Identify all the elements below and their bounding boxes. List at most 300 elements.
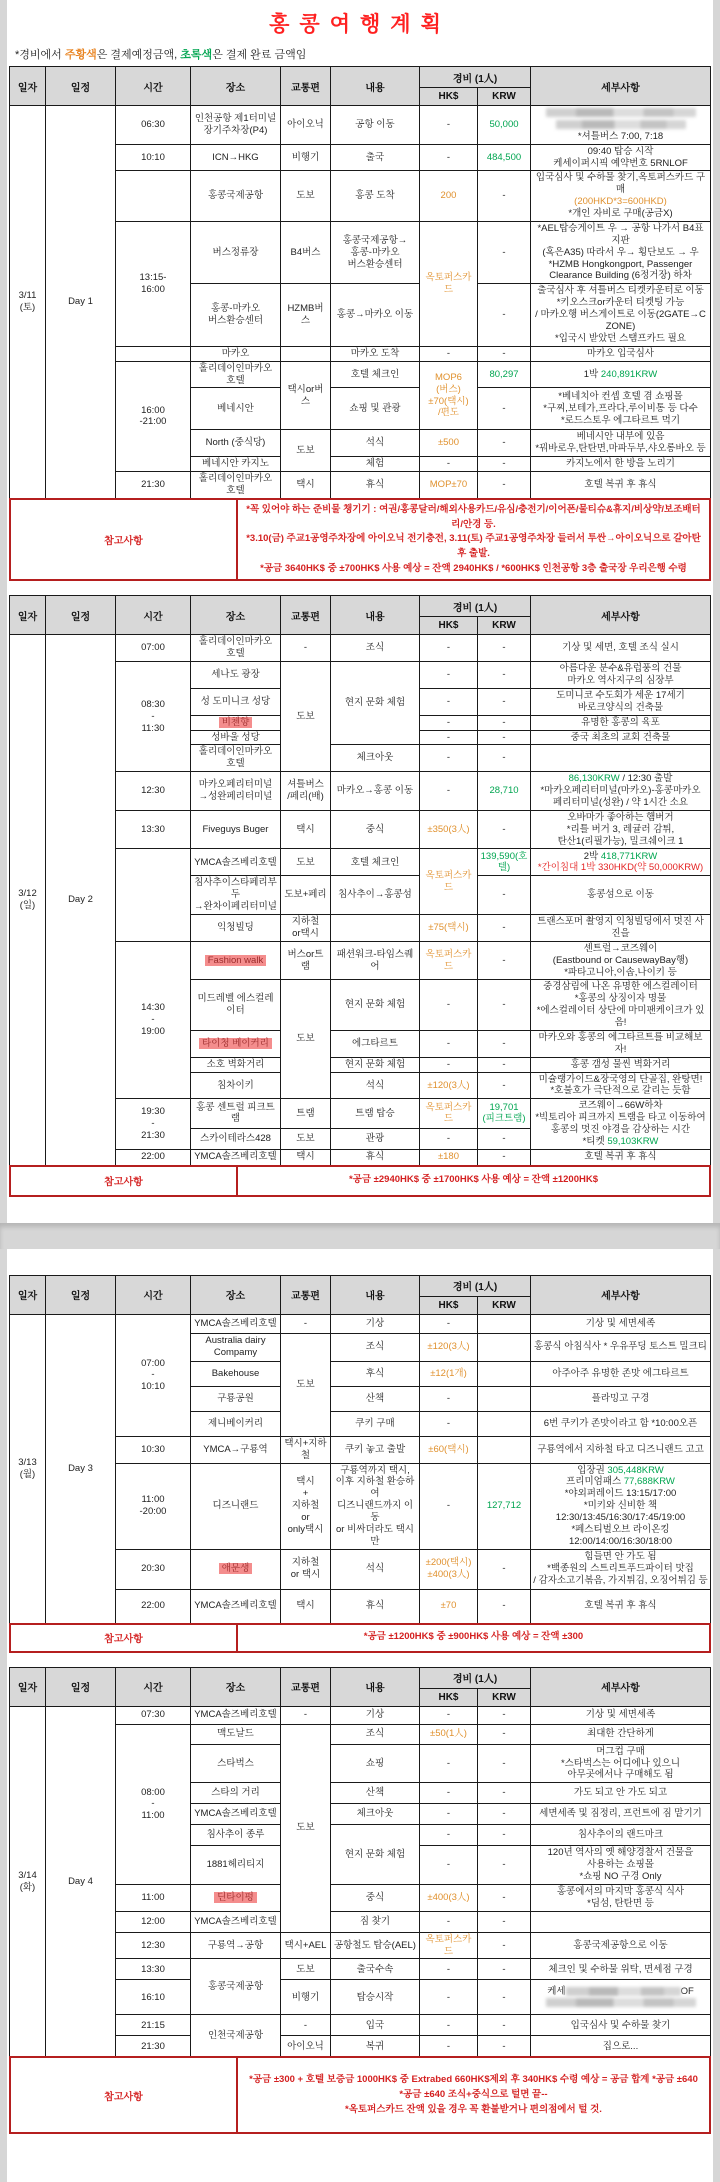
column-header-cost: 경비 (1人) xyxy=(419,67,530,88)
krw-cell: - xyxy=(477,1846,530,1885)
hkd-cell xyxy=(419,915,477,942)
krw-cell: - xyxy=(477,1072,530,1099)
krw-cell: - xyxy=(477,915,530,942)
krw-cell: - xyxy=(477,1549,530,1589)
hkd-cell: - xyxy=(419,1386,477,1411)
column-header-place: 장소 xyxy=(190,67,280,106)
krw-cell: - xyxy=(477,1128,530,1149)
place-cell: 성바울 성당 xyxy=(190,730,280,745)
notes-content: *공금 ±1200HK$ 중 ±900HK$ 사용 예상 = 잔액 ±300 xyxy=(363,1631,584,1643)
content-cell: 패션워크-타임스퀘어 xyxy=(330,941,419,980)
paid-amount: (피크트램) xyxy=(482,1113,526,1125)
transport-cell: 택시 xyxy=(280,1149,330,1165)
pending-amount: ±50(1人) xyxy=(430,1728,467,1740)
time-cell: 08:00 - 11:00 xyxy=(115,1724,190,1884)
krw-cell: - xyxy=(477,941,530,980)
krw-cell: - xyxy=(477,1030,530,1057)
column-header-hkd: HK$ xyxy=(419,617,477,635)
column-header-details: 세부사항 xyxy=(531,1275,711,1314)
krw-cell xyxy=(477,361,530,388)
content-cell: 휴식 xyxy=(330,1589,419,1623)
place-cell: 침사추이 종루 xyxy=(190,1825,280,1846)
krw-cell: - xyxy=(477,1959,530,1980)
krw-cell xyxy=(477,1436,530,1463)
column-header-krw: KRW xyxy=(477,88,530,106)
details-cell: *셔틀버스 7:00, 7:18 xyxy=(531,106,711,145)
transport-cell: 택시 + 지하철 or only택시 xyxy=(280,1463,330,1549)
details-cell: 아주아주 유명한 존맛 에그타르트 xyxy=(531,1361,711,1386)
time-cell: 07:00 xyxy=(115,635,190,662)
krw-cell xyxy=(477,1099,530,1128)
krw-cell: - xyxy=(477,980,530,1031)
time-cell: 08:30 - 11:30 xyxy=(115,662,190,772)
legend-text-1: *경비에서 xyxy=(15,49,65,61)
details-cell: 베네시안 내부에 있음 *꿔바로우,탄탄면,마파두부,샤오롱바오 등 xyxy=(531,430,711,457)
time-cell: 12:30 xyxy=(115,772,190,811)
details-cell: 1박 240,891KRW xyxy=(531,361,711,388)
content-cell: 트램 탑승 xyxy=(330,1099,419,1128)
time-cell: 13:30 xyxy=(115,810,190,849)
notes-label: 참고사항 xyxy=(11,2058,238,2132)
paid-amount: 77,688KRW xyxy=(623,1476,675,1488)
transport-cell: 도보 xyxy=(280,1959,330,1980)
content-cell: 입국 xyxy=(330,2015,419,2036)
krw-cell: - xyxy=(477,688,530,715)
krw-cell: - xyxy=(477,1884,530,1911)
content-cell: 쇼핑 및 관광 xyxy=(330,388,419,430)
details-cell xyxy=(531,745,711,772)
details-cell: 입국심사 및 수하물 찾기 xyxy=(531,2015,711,2036)
place-cell xyxy=(190,1549,280,1589)
notes-row xyxy=(9,1623,711,1653)
details-cell: 체크인 및 수하물 위탁, 면세점 구경 xyxy=(531,1959,711,1980)
krw-cell: - xyxy=(477,430,530,457)
page-2 xyxy=(7,1249,713,2182)
details-cell: 2박 418,771KRW *간이침대 1박 330HKD(약 50,000KRW) xyxy=(531,849,711,876)
hkd-cell xyxy=(419,1149,477,1165)
legend-text-2: 은 결제예정금액, xyxy=(96,49,181,61)
details-cell: 입장권 305,448KRW 프리미엄패스 77,688KRW *야외퍼레이드 13:15/17:00 *미키와 신비한 책 12:30/13:45/16:30/17:45/19:00 *페스티벌오브 라이온킹 12:00/14:00/16:30/18:00 xyxy=(531,1463,711,1549)
paid-amount: 305,448KRW xyxy=(607,1464,664,1476)
pending-amount: ±120(3人) xyxy=(427,1079,470,1091)
place-cell: 미드레벨 에스컬레이터 xyxy=(190,980,280,1031)
hkd-cell: - xyxy=(419,635,477,662)
itinerary-table-day-4 xyxy=(9,1667,711,2058)
hkd-cell xyxy=(419,1549,477,1589)
column-header-day: 일정 xyxy=(45,596,115,635)
content-cell: 조식 xyxy=(330,1333,419,1361)
place-cell: 홍콩-마카오 버스환승센터 xyxy=(190,284,280,346)
column-header-krw: KRW xyxy=(477,1688,530,1706)
transport-cell: 도보 xyxy=(280,1128,330,1149)
hkd-cell xyxy=(419,1436,477,1463)
content-cell: 석식 xyxy=(330,1549,419,1589)
details-cell: 유명한 홍콩의 육포 xyxy=(531,715,711,730)
legend-orange-label: 주황색 xyxy=(64,49,97,61)
notes-row xyxy=(9,2056,711,2134)
pending-amount: MOP±70 xyxy=(429,479,468,491)
transport-cell: 트램 xyxy=(280,1099,330,1128)
details-cell: 기상 및 세면세족 xyxy=(531,1314,711,1333)
content-cell: 복귀 xyxy=(330,2036,419,2057)
column-header-hkd: HK$ xyxy=(419,1296,477,1314)
paid-amount: 139,590(호텔) xyxy=(480,850,528,874)
paid-amount: 59,103KRW xyxy=(607,1135,659,1147)
time-cell: 19:30 - 21:30 xyxy=(115,1099,190,1150)
hkd-cell: - xyxy=(419,1411,477,1436)
notes-content: *공금 ±2940HK$ 중 ±1700HK$ 사용 예상 = 잔액 ±1200HK$ xyxy=(348,1174,598,1186)
hkd-cell: - xyxy=(419,1030,477,1057)
details-cell: 센트럴→코즈웨이 (Eastbound or CausewayBay행) *파타고니아,이솝,나이키 등 xyxy=(531,941,711,980)
hkd-cell: - xyxy=(419,715,477,730)
krw-cell xyxy=(477,1411,530,1436)
krw-cell: - xyxy=(477,1706,530,1724)
krw-cell: - xyxy=(477,1744,530,1783)
content-cell: 석식 xyxy=(330,430,419,457)
time-cell: 06:30 xyxy=(115,106,190,145)
details-cell: 6번 쿠키가 존맛이라고 함 *10:00오픈 xyxy=(531,1411,711,1436)
place-cell: ICN→HKG xyxy=(190,144,280,171)
place-cell: 베네시안 카지노 xyxy=(190,457,280,472)
paid-amount: 86,130KRW xyxy=(568,773,620,785)
krw-cell: - xyxy=(477,745,530,772)
transport-cell: - xyxy=(280,1706,330,1724)
notes-content: *꼭 있어야 하는 준비물 챙기기 : 여권/홍콩달러/해외사용카드/유심/충전기/이어폰/물티슈&휴지/비상약/보조배터리/안경 등. *3.10(금) 주교1공영주차장에 아이오닉 전기충전, 3.11(토) 주교1공영주차장 들러서 투싼→아이오닉으로 갈아탄 후 출발. *공금 3640HK$ 중 ±700HK$ 사용 예상 = 잔액 2940HK$ / *600HK$ 인천공항 3층 출국장 우리은행 수령 xyxy=(246,503,701,574)
krw-cell: - xyxy=(477,284,530,346)
details-cell: 카지노에서 한 방을 노리기 xyxy=(531,457,711,472)
hkd-cell: - xyxy=(419,1314,477,1333)
time-cell: 13:30 xyxy=(115,1959,190,1980)
hkd-cell: - xyxy=(419,1744,477,1783)
place-cell xyxy=(190,1884,280,1911)
details-cell: 침사추이의 랜드마크 xyxy=(531,1825,711,1846)
content-cell: 현지 문화 체험 xyxy=(330,662,419,745)
transport-cell: 택시 xyxy=(280,1589,330,1623)
transport-cell: HZMB버스 xyxy=(280,284,330,346)
krw-cell: - xyxy=(477,810,530,849)
day2-table-wrap xyxy=(7,595,713,1196)
content-cell: 체험 xyxy=(330,457,419,472)
details-cell: 케세 OF xyxy=(531,1980,711,2015)
content-cell: 쿠키 구매 xyxy=(330,1411,419,1436)
content-cell: 출국 xyxy=(330,144,419,171)
content-cell: 공항 이동 xyxy=(330,106,419,145)
hkd-cell xyxy=(419,941,477,980)
place-cell: 홀리데이인마카오 호텔 xyxy=(190,472,280,499)
day4-table-wrap xyxy=(7,1667,713,2135)
krw-cell: - xyxy=(477,221,530,283)
details-cell: 오바마가 좋아하는 햄버거 *리틀 버거 3, 레귤러 감튀, 탄산1(리필가능), 밀크쉐이크 1 xyxy=(531,810,711,849)
hkd-cell xyxy=(419,171,477,222)
pending-amount: (200HKD*3=600HKD) xyxy=(574,196,667,208)
time-cell: 16:00 -21:00 xyxy=(115,361,190,472)
hkd-cell xyxy=(419,849,477,915)
hkd-cell xyxy=(419,472,477,499)
time-cell: 10:10 xyxy=(115,144,190,171)
content-cell: 체크아웃 xyxy=(330,745,419,772)
details-cell: 기상 및 세면세족 xyxy=(531,1706,711,1724)
content-cell: 홍콩국제공항→ 홍콩-마카오 버스환승센터 xyxy=(330,221,419,283)
krw-cell: - xyxy=(477,1057,530,1072)
krw-cell: - xyxy=(477,662,530,689)
krw-cell xyxy=(477,144,530,171)
notes-row xyxy=(9,1165,711,1197)
krw-cell: - xyxy=(477,1724,530,1744)
content-cell: 호텔 체크인 xyxy=(330,361,419,388)
time-cell: 14:30 - 19:00 xyxy=(115,941,190,1099)
column-header-date: 일자 xyxy=(9,596,45,635)
time-cell xyxy=(115,849,190,941)
transport-cell: 지하철 or 택시 xyxy=(280,1549,330,1589)
hkd-cell: - xyxy=(419,980,477,1031)
hkd-cell: - xyxy=(419,144,477,171)
place-cell: Bakehouse xyxy=(190,1361,280,1386)
notes-label: 참고사항 xyxy=(11,1625,238,1651)
warning-text: *간이침대 1박 330HKD(약 50,000KRW) xyxy=(537,862,704,874)
place-cell: 인천국제공항 xyxy=(190,2015,280,2057)
hkd-cell: - xyxy=(419,1783,477,1804)
pending-amount: MOP6 xyxy=(435,371,462,383)
details-cell: 09:40 탑승 시작 케세이퍼시픽 예약번호 5RNLOF xyxy=(531,144,711,171)
hkd-cell: - xyxy=(419,1057,477,1072)
krw-cell: - xyxy=(477,2036,530,2057)
content-cell: 공항철도 탑승(AEL) xyxy=(330,1932,419,1959)
place-cell: YMCA솔즈베리호텔 xyxy=(190,1911,280,1932)
krw-cell: - xyxy=(477,1149,530,1165)
krw-cell: - xyxy=(477,346,530,361)
pending-amount: 옥토퍼스카드 xyxy=(425,948,472,972)
transport-cell: 도보 xyxy=(280,662,330,772)
transport-cell: 도보 xyxy=(280,849,330,876)
hkd-cell xyxy=(419,1884,477,1911)
hkd-cell xyxy=(419,1072,477,1099)
transport-cell: - xyxy=(280,635,330,662)
details-cell: 출국심사 후 셔틀버스 티켓카운터로 이동 *키오스크or카운터 티켓팅 가능 / 마카오행 버스게이트로 이동(2GATE→C ZONE) *입국시 받았던 스탬프카드 필요 xyxy=(531,284,711,346)
transport-cell: 도보 xyxy=(280,1724,330,1932)
content-cell: 구룡역까지 택시, 이후 지하철 환승하여 디즈니랜드까지 이동 or 비싸더라도 택시만 xyxy=(330,1463,419,1549)
itinerary-table-day-2 xyxy=(9,595,711,1165)
place-cell: YMCA→구룡역 xyxy=(190,1436,280,1463)
time-cell: 21:15 xyxy=(115,2015,190,2036)
krw-cell: - xyxy=(477,1911,530,1932)
pending-amount: ±350(3人) xyxy=(427,823,470,835)
krw-cell: - xyxy=(477,1980,530,2015)
place-cell: Australia dairy Compamy xyxy=(190,1333,280,1361)
column-header-time: 시간 xyxy=(115,67,190,106)
column-header-day: 일정 xyxy=(45,1667,115,1706)
place-cell: 디즈니랜드 xyxy=(190,1463,280,1549)
hkd-cell xyxy=(419,1333,477,1361)
place-cell: 홀리데이인마카오 호텔 xyxy=(190,361,280,388)
place-cell: 인천공항 제1터미널 장기주차장(P4) xyxy=(190,106,280,145)
hkd-cell xyxy=(419,1589,477,1623)
time-cell xyxy=(115,171,190,222)
paid-amount: 240,891KRW xyxy=(600,368,658,380)
content-cell: 현지 문화 체험 xyxy=(330,1057,419,1072)
krw-cell: - xyxy=(477,730,530,745)
hkd-cell: - xyxy=(419,1804,477,1825)
page-break xyxy=(0,1223,720,1249)
column-header-content: 내용 xyxy=(330,1275,419,1314)
place-cell xyxy=(190,941,280,980)
pending-amount: 옥토퍼스카드 xyxy=(425,271,472,295)
transport-cell xyxy=(280,346,330,361)
transport-cell: 도보 xyxy=(280,980,330,1099)
krw-cell: - xyxy=(477,1589,530,1623)
paid-amount: 127,712 xyxy=(486,1500,522,1512)
time-cell: 12:30 xyxy=(115,1932,190,1959)
column-header-place: 장소 xyxy=(190,596,280,635)
column-header-day: 일정 xyxy=(45,1275,115,1314)
hkd-cell xyxy=(419,810,477,849)
hkd-cell: - xyxy=(419,1846,477,1885)
details-cell: 홍콩 갬성 물씬 벽화거리 xyxy=(531,1057,711,1072)
content-cell: 호텔 체크인 xyxy=(330,849,419,876)
page-1 xyxy=(7,0,713,1223)
content-cell: 침사추이→홍콩섬 xyxy=(330,876,419,915)
place-cell: 버스정류장 xyxy=(190,221,280,283)
details-cell: 플라밍고 구경 xyxy=(531,1386,711,1411)
date-cell: 3/13 (월) xyxy=(9,1314,45,1623)
time-cell: 13:15- 16:00 xyxy=(115,221,190,346)
details-cell: 도미니코 수도회가 세운 17세기 바로크양식의 건축물 xyxy=(531,688,711,715)
time-cell: 21:30 xyxy=(115,472,190,499)
date-cell: 3/12 (일) xyxy=(9,635,45,1165)
krw-cell: - xyxy=(477,1804,530,1825)
details-cell: 마카오 입국심사 xyxy=(531,346,711,361)
place-cell xyxy=(190,715,280,730)
place-cell: 베네시안 xyxy=(190,388,280,430)
details-cell: 홍콩식 아침식사 * 우유푸딩 토스트 밀크티 xyxy=(531,1333,711,1361)
details-cell: 홍콩섬으로 이동 xyxy=(531,876,711,915)
place-cell: YMCA솔즈베리호텔 xyxy=(190,1706,280,1724)
details-cell: 호텔 복귀 후 휴식 xyxy=(531,1589,711,1623)
place-cell: 침사추이스타페리부두 →완차이페리터미널 xyxy=(190,876,280,915)
details-cell: 코즈웨이→66W하차 *빅토리아 피크까지 트램을 타고 이동하여 홍콩의 멋진 야경을 감상하는 시간 *티켓 59,103KRW xyxy=(531,1099,711,1150)
hkd-cell: - xyxy=(419,1959,477,1980)
time-cell: 11:00 -20:00 xyxy=(115,1463,190,1549)
place-cell: Fiveguys Buger xyxy=(190,810,280,849)
hkd-cell xyxy=(419,1099,477,1128)
column-header-details: 세부사항 xyxy=(531,596,711,635)
place-cell: 침차이키 xyxy=(190,1072,280,1099)
highlighted-text: 애문생 xyxy=(219,1563,253,1574)
column-header-time: 시간 xyxy=(115,596,190,635)
details-cell: 호텔 복귀 후 휴식 xyxy=(531,1149,711,1165)
column-header-krw: KRW xyxy=(477,617,530,635)
details-cell: 최대한 간단하게 xyxy=(531,1724,711,1744)
content-cell: 짐 찾기 xyxy=(330,1911,419,1932)
content-cell: 산책 xyxy=(330,1783,419,1804)
paid-amount: 418,771KRW xyxy=(600,850,658,862)
krw-cell xyxy=(477,106,530,145)
transport-cell: 도보 xyxy=(280,171,330,222)
krw-cell: - xyxy=(477,1783,530,1804)
place-cell: 맥도날드 xyxy=(190,1724,280,1744)
content-cell xyxy=(330,915,419,942)
content-cell: 산책 xyxy=(330,1386,419,1411)
time-cell: 07:30 xyxy=(115,1706,190,1724)
hkd-cell: - xyxy=(419,457,477,472)
pending-amount: ±12(1개) xyxy=(430,1367,467,1379)
pending-amount: 옥토퍼스카드 xyxy=(425,1933,472,1957)
pending-amount: ±120(3人) xyxy=(427,1341,470,1353)
place-cell: North (중식당) xyxy=(190,430,280,457)
hkd-cell xyxy=(419,1724,477,1744)
hkd-cell: - xyxy=(419,688,477,715)
hkd-cell: - xyxy=(419,1980,477,2015)
hkd-cell: - xyxy=(419,1911,477,1932)
place-cell: 홀리데이인마카오 호텔 xyxy=(190,745,280,772)
hkd-cell: - xyxy=(419,2015,477,2036)
place-cell: 성 도미니크 성당 xyxy=(190,688,280,715)
paid-amount: 484,500 xyxy=(486,151,522,163)
notes-label: 참고사항 xyxy=(11,1167,238,1195)
time-cell: 07:00 - 10:10 xyxy=(115,1314,190,1436)
highlighted-text: 타이청 베이커리 xyxy=(199,1038,272,1049)
details-cell: 미슐랭가이드&장국영의 단골집, 완탕면! *호불호가 극단적으로 갈리는 듯함 xyxy=(531,1072,711,1099)
hkd-cell xyxy=(419,1361,477,1386)
hkd-cell: - xyxy=(419,2036,477,2057)
place-cell: 스타벅스 xyxy=(190,1744,280,1783)
highlighted-text: 딘타이펑 xyxy=(214,1892,257,1903)
place-cell: YMCA솔즈베리호텔 xyxy=(190,1589,280,1623)
highlighted-text: 비첸향 xyxy=(219,717,253,728)
place-cell: YMCA솔즈베리호텔 xyxy=(190,1314,280,1333)
column-header-hkd: HK$ xyxy=(419,88,477,106)
transport-cell: 택시+지하철 xyxy=(280,1436,330,1463)
place-cell: 홍콩 센트럴 피크트램 xyxy=(190,1099,280,1128)
notes-label: 참고사항 xyxy=(11,500,238,580)
details-cell: 홍콩에서의 마지막 홍콩식 식사 *딤섬, 탄탄면 등 xyxy=(531,1884,711,1911)
place-cell: 마카오 xyxy=(190,346,280,361)
place-cell: 제니베이커리 xyxy=(190,1411,280,1436)
hkd-cell xyxy=(419,361,477,430)
column-header-date: 일자 xyxy=(9,67,45,106)
column-header-place: 장소 xyxy=(190,1667,280,1706)
column-header-content: 내용 xyxy=(330,1667,419,1706)
place-cell: 스카이테라스428 xyxy=(190,1128,280,1149)
transport-cell: 아이오닉 xyxy=(280,2036,330,2057)
column-header-date: 일자 xyxy=(9,1667,45,1706)
content-cell: 체크아웃 xyxy=(330,1804,419,1825)
details-cell: 세면세족 및 짐정리, 프런트에 짐 맡기기 xyxy=(531,1804,711,1825)
day3-table-wrap xyxy=(7,1275,713,1653)
paid-amount: 80,297 xyxy=(489,368,519,380)
details-cell: 입국심사 및 수하물 찾기,옥토퍼스카드 구매 (200HKD*3=600HKD) *개인 자비로 구매(공금X) xyxy=(531,171,711,222)
krw-cell xyxy=(477,1463,530,1549)
page-title: 홍콩여행계획 xyxy=(269,13,451,36)
pending-amount: ±70 xyxy=(440,1600,457,1612)
content-cell: 중식 xyxy=(330,1884,419,1911)
content-cell: 탑승시작 xyxy=(330,1980,419,2015)
time-cell: 12:00 xyxy=(115,1911,190,1932)
details-cell: *베네치아 컨셉 호텔 겸 쇼핑몰 *구찌,보테가,프라다,루이비통 등 다수 *로드스토우 에그타르트 먹기 xyxy=(531,388,711,430)
transport-cell: 택시 xyxy=(280,810,330,849)
content-cell: 후식 xyxy=(330,1361,419,1386)
place-cell: 마카오페리터미널 →성완페리터미널 xyxy=(190,772,280,811)
content-cell: 홍콩→마카오 이동 xyxy=(330,284,419,346)
hkd-cell: - xyxy=(419,106,477,145)
time-cell: 20:30 xyxy=(115,1549,190,1589)
hkd-cell: - xyxy=(419,772,477,811)
content-cell: 조식 xyxy=(330,635,419,662)
details-cell: 힘들면 안 가도 됨 *백종원의 스트리트푸드파이터 맛집 / 감자소고기볶음, 가지튀김, 오징어튀김 등 xyxy=(531,1549,711,1589)
krw-cell xyxy=(477,772,530,811)
day-cell: Day 2 xyxy=(45,635,115,1165)
date-cell: 3/11 (토) xyxy=(9,106,45,499)
details-cell xyxy=(531,1911,711,1932)
